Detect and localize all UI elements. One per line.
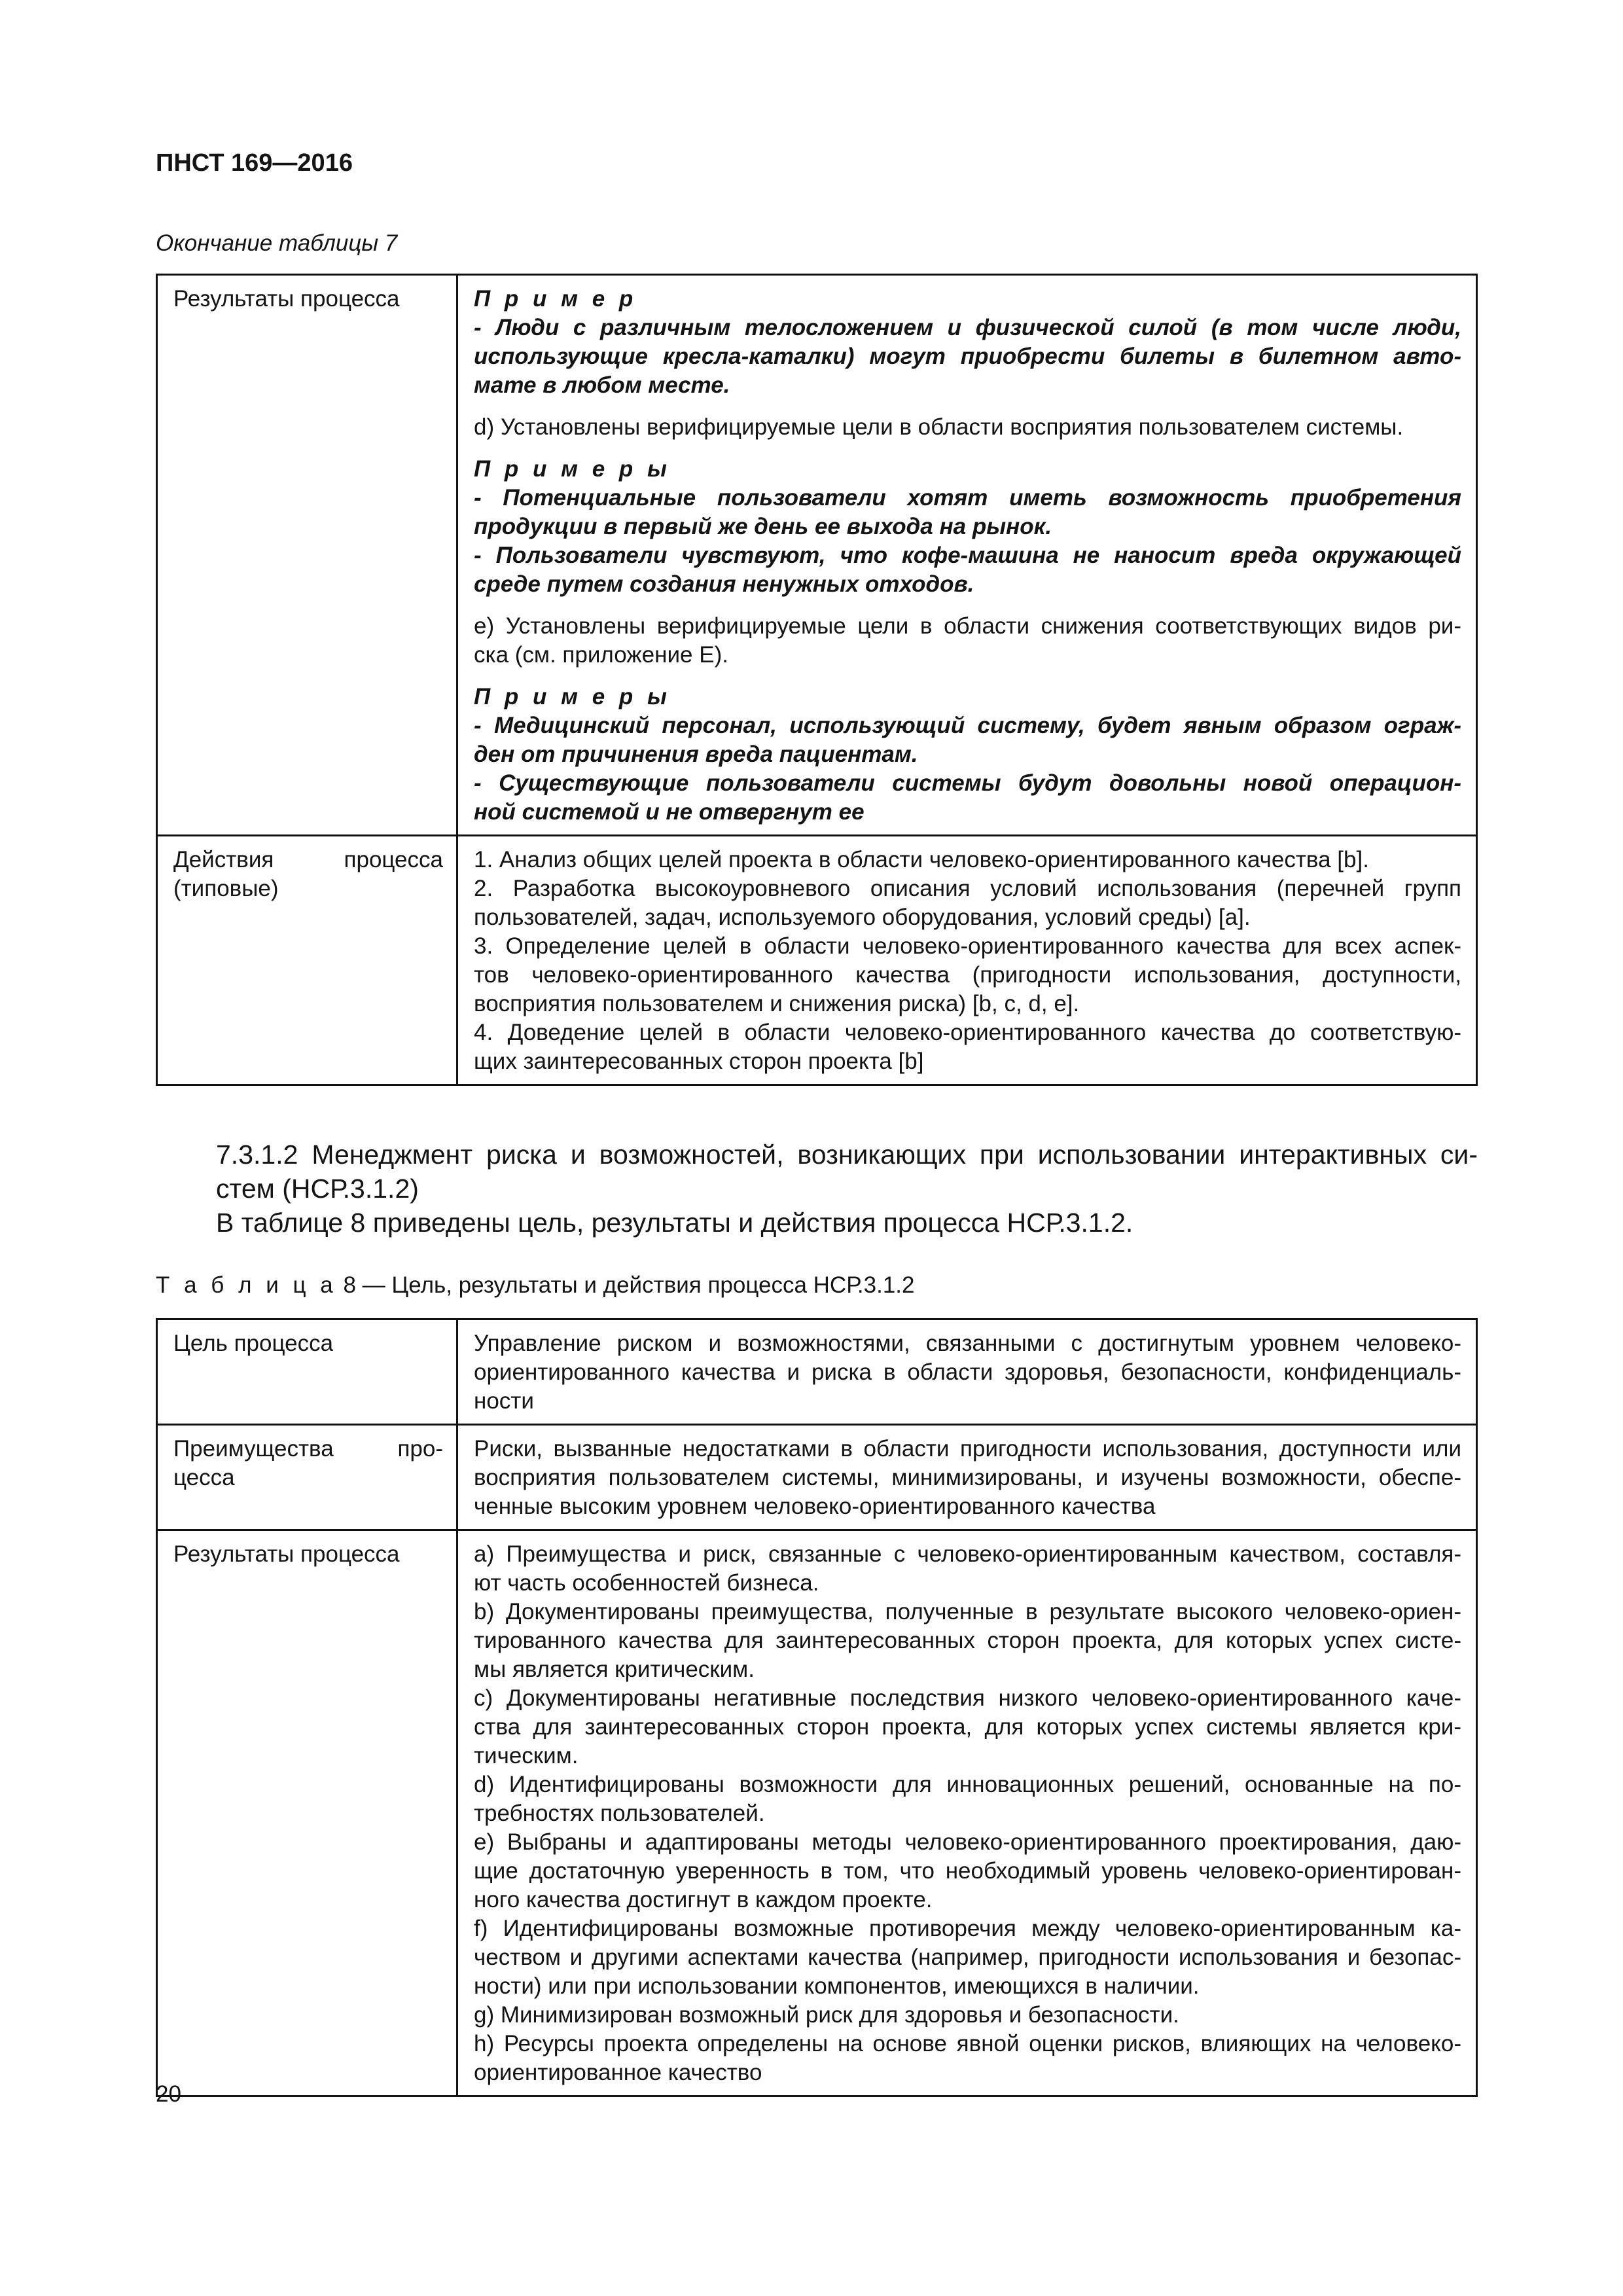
label-line: Цель процесса: [173, 1331, 334, 1356]
label-line: Действия процесса: [173, 847, 443, 872]
example-line: - Пользователи чувствуют, что кофе-машина не наносит вреда окружающей: [474, 543, 1461, 568]
label-line: Преимущества про-: [173, 1436, 443, 1462]
content-line: щие достаточную уверенность в том, что необходимый уровень человеко-ориентирован-: [474, 1858, 1461, 1884]
table7-caption: Окончание таблицы 7: [156, 230, 398, 256]
table7-row-actions: [157, 836, 1477, 1085]
paragraph-line: 7.3.1.2 Менеджмент риска и возможностей, возникающих при использовании интерактивных си-: [216, 1139, 1478, 1170]
content-line: ориентированного качества и риска в области здоровья, безопасности, конфиденциаль-: [474, 1359, 1461, 1385]
action-line: тов человеко-ориентированного качества (пригодности использования, доступности,: [474, 962, 1461, 988]
examples-heading: П р и м е р ы: [474, 456, 671, 482]
content-line: ченные высоким уровнем человеко-ориентированного качества: [474, 1494, 1156, 1519]
example-line: - Медицинский персонал, использующий систему, будет явным образом ограж-: [474, 713, 1461, 738]
table8-caption-text: 8 — Цель, результаты и действия процесса НСР.3.1.2: [336, 1272, 915, 1298]
example-line: ден от причинения вреда пациентам.: [474, 742, 918, 767]
item-e-line: ска (см. приложение Е).: [474, 642, 728, 668]
content-line: мы является критическим.: [474, 1657, 755, 1682]
content-line: ности: [474, 1388, 534, 1414]
content-line: a) Преимущества и риск, связанные с человеко-ориентированным качеством, составля-: [474, 1541, 1461, 1567]
content-line: g) Минимизирован возможный риск для здоровья и безопасности.: [474, 2002, 1179, 2028]
example-line: мате в любом месте.: [474, 372, 730, 398]
document-header: ПНСТ 169—2016: [156, 149, 353, 177]
table8-goal-content: [457, 1319, 1477, 1425]
example-line: - Потенциальные пользователи хотят иметь возможность приобретения: [474, 485, 1461, 511]
examples-text-2: [474, 711, 1461, 827]
table8-benefits-content: [457, 1425, 1477, 1530]
content-line: тическим.: [474, 1743, 579, 1768]
content-line: ного качества достигнут в каждом проекте.: [474, 1887, 933, 1912]
example-line: - Люди с различным телосложением и физической силой (в том числе люди,: [474, 315, 1461, 340]
action-line: восприятия пользователем и снижения риска) [b, c, d, e].: [474, 991, 1080, 1016]
table8-results-label: [157, 1530, 457, 2096]
item-e: [474, 612, 1461, 670]
content-line: c) Документированы негативные последствия низкого человеко-ориентированного каче-: [474, 1685, 1461, 1711]
table8-row-results: [157, 1530, 1477, 2096]
content-line: восприятия пользователем системы, минимизированы, и изучены возможности, обеспе-: [474, 1465, 1461, 1490]
action-line: пользователей, задач, используемого оборудования, условий среды) [a].: [474, 905, 1251, 930]
action-line: 4. Доведение целей в области человеко-ориентированного качества до соответствую-: [474, 1020, 1461, 1045]
example-heading: П р и м е р: [474, 286, 637, 312]
action-line: 2. Разработка высокоуровневого описания условий использования (перечней групп: [474, 876, 1461, 901]
content-line: тированного качества для заинтересованных сторон проекта, для которых успех систе-: [474, 1628, 1461, 1653]
section-intro: В таблице 8 приведены цель, результаты и действия процесса НСР.3.1.2.: [216, 1208, 1133, 1238]
example-text: [474, 314, 1461, 400]
section-7-3-1-2: [156, 1138, 1478, 1206]
paragraph-line: стем (НСР.3.1.2): [216, 1174, 419, 1204]
content-line: ности) или при использовании компонентов, имеющихся в наличии.: [474, 1973, 1200, 1999]
table8-results-content: [457, 1530, 1477, 2096]
table8-benefits-label: [157, 1425, 457, 1530]
action-line: щих заинтересованных сторон проекта [b]: [474, 1049, 924, 1074]
table7-results-content: [457, 275, 1477, 836]
examples-heading-2: П р и м е р ы: [474, 684, 671, 709]
content-line: d) Идентифицированы возможности для инновационных решений, основанные на по-: [474, 1772, 1461, 1797]
content-line: e) Выбраны и адаптированы методы человеко-ориентированного проектирования, даю-: [474, 1829, 1461, 1855]
content-line: ют часть особенностей бизнеса.: [474, 1570, 819, 1596]
examples-text: [474, 484, 1461, 599]
content-line: b) Документированы преимущества, полученные в результате высокого человеко-ориен-: [474, 1599, 1461, 1624]
table-8: [156, 1318, 1478, 2097]
table7-actions-content: [457, 836, 1477, 1085]
page-number: 20: [156, 2081, 181, 2107]
content-line: ства для заинтересованных сторон проекта, для которых успех системы является кри-: [474, 1714, 1461, 1740]
table8-caption: [156, 1272, 915, 1299]
label-line: Результаты процесса: [173, 1541, 400, 1567]
content-line: f) Идентифицированы возможные противоречия между человеко-ориентированным ка-: [474, 1916, 1461, 1941]
content-line: Управление риском и возможностями, связанными с достигнутым уровнем человеко-: [474, 1331, 1461, 1356]
table7-results-label: Результаты процесса: [157, 275, 457, 836]
table8-row-goal: [157, 1319, 1477, 1425]
example-line: использующие кресла-каталки) могут приобрести билеты в билетном авто-: [474, 344, 1461, 369]
label-line: (типовые): [173, 876, 279, 901]
example-line: продукции в первый же день ее выхода на рынок.: [474, 514, 1052, 539]
example-line: среде путем создания ненужных отходов.: [474, 571, 974, 597]
table8-row-benefits: [157, 1425, 1477, 1530]
content-line: ориентированное качество: [474, 2060, 762, 2085]
table7-actions-label: [157, 836, 457, 1085]
label-line: цесса: [173, 1465, 235, 1490]
item-d: d) Установлены верифицируемые цели в области восприятия пользователем системы.: [474, 414, 1404, 440]
table8-goal-label: [157, 1319, 457, 1425]
example-line: - Существующие пользователи системы будут довольны новой операцион-: [474, 770, 1461, 796]
content-line: чеством и другими аспектами качества (например, пригодности использования и безопас-: [474, 1945, 1461, 1970]
content-line: h) Ресурсы проекта определены на основе явной оценки рисков, влияющих на человеко-: [474, 2031, 1461, 2056]
table-7: [156, 274, 1478, 1086]
content-line: требностях пользователей.: [474, 1801, 765, 1826]
action-line: 1. Анализ общих целей проекта в области человеко-ориентированного качества [b].: [474, 847, 1369, 872]
table7-row-results: [157, 275, 1477, 836]
example-line: ной системой и не отвергнут ее: [474, 799, 865, 825]
content-line: Риски, вызванные недостатками в области пригодности использования, доступности или: [474, 1436, 1461, 1462]
action-line: 3. Определение целей в области человеко-ориентированного качества для всех аспек-: [474, 933, 1461, 959]
table8-caption-prefix: Т а б л и ц а: [156, 1272, 337, 1298]
item-e-line: e) Установлены верифицируемые цели в области снижения соответствующих видов ри-: [474, 613, 1461, 639]
